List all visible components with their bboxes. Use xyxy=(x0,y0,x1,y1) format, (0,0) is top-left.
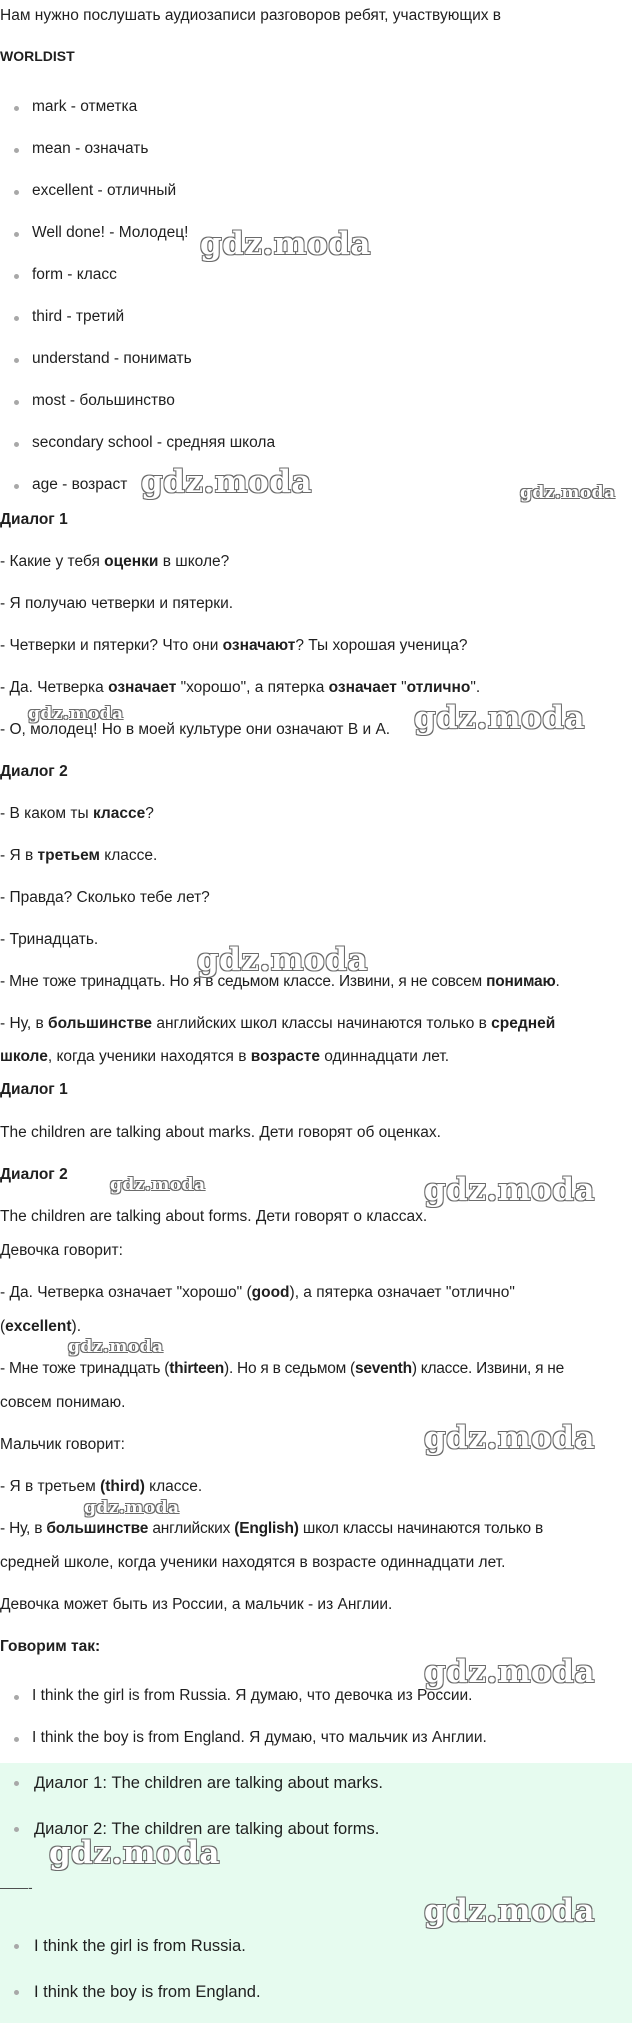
dialog2-line-2: - Я в третьем классе. xyxy=(0,847,158,864)
bullet-icon xyxy=(14,190,19,195)
bullet-icon xyxy=(14,484,19,489)
bullet-icon xyxy=(14,106,19,111)
watermark-logo: gdz.moda xyxy=(424,1893,595,1929)
dialog2-line-1: - В каком ты классе? xyxy=(0,805,154,822)
watermark-logo: gdz.moda xyxy=(110,1175,206,1195)
dialog2-line-5: - Мне тоже тринадцать. Но я в седьмом классе. Извини, я не совсем понимаю. xyxy=(0,973,560,990)
dialog1-line-4: - Да. Четверка означает "хорошо", а пятерка означает "отлично". xyxy=(0,679,481,696)
watermark-logo: gdz.moda xyxy=(28,704,124,724)
say-title: Говорим так: xyxy=(0,1638,101,1655)
bullet-icon xyxy=(14,316,19,321)
watermark-logo: gdz.moda xyxy=(424,1654,595,1690)
bullet-icon xyxy=(14,1827,19,1832)
girl-says-label: Девочка говорит: xyxy=(0,1242,123,1259)
bullet-icon xyxy=(14,1737,19,1742)
bullet-icon xyxy=(14,1781,19,1786)
dialog2-line-7: школе, когда ученики находятся в возрасте одиннадцати лет. xyxy=(0,1048,450,1065)
bullet-icon xyxy=(14,358,19,363)
watermark-logo: gdz.moda xyxy=(68,1337,164,1357)
dialog1-line-5: - О, молодец! Но в моей культуре они означают B и A. xyxy=(0,721,391,738)
watermark-logo: gdz.moda xyxy=(197,942,368,978)
intro-text: Нам нужно послушать аудиозаписи разговоров ребят, участвующих в xyxy=(0,7,502,24)
bullet-icon xyxy=(14,1944,19,1949)
bullet-icon xyxy=(14,1695,19,1700)
bullet-icon xyxy=(14,232,19,237)
summary2-text: The children are talking about forms. Дети говорят о классах. xyxy=(0,1208,428,1225)
bullet-icon xyxy=(14,442,19,447)
watermark-logo: gdz.moda xyxy=(414,700,585,736)
boy-line-2: - Ну, в большинстве английских (English) школ классы начинаются только в xyxy=(0,1520,544,1537)
bullet-icon xyxy=(14,148,19,153)
watermark-logo: gdz.moda xyxy=(84,1498,180,1518)
girl-line-1: - Да. Четверка означает "хорошо" (good), а пятерка означает "отлично" xyxy=(0,1284,515,1301)
dialog1-line-2: - Я получаю четверки и пятерки. xyxy=(0,595,234,612)
bullet-icon xyxy=(14,1990,19,1995)
worldist-heading: WORLDIST xyxy=(0,48,75,64)
dialog2-line-6: - Ну, в большинстве английских школ классы начинаются только в средней xyxy=(0,1015,556,1032)
bullet-icon xyxy=(14,274,19,279)
bullet-icon xyxy=(14,400,19,405)
separator: ——- xyxy=(0,1879,33,1895)
summary1-text: The children are talking about marks. Дети говорят об оценках. xyxy=(0,1124,441,1141)
summary1-title: Диалог 1 xyxy=(0,1081,68,1098)
dialog2-title: Диалог 2 xyxy=(0,763,68,780)
summary2-title: Диалог 2 xyxy=(0,1166,68,1183)
boy-line-1: - Я в третьем (third) классе. xyxy=(0,1478,203,1495)
dialog1-line-3: - Четверки и пятерки? Что они означают? Ты хорошая ученица? xyxy=(0,637,468,654)
watermark-logo: gdz.moda xyxy=(49,1835,220,1871)
girl-line-2: (excellent). xyxy=(0,1318,81,1335)
watermark-logo: gdz.moda xyxy=(200,226,371,262)
dialog2-line-3: - Правда? Сколько тебе лет? xyxy=(0,889,210,906)
dialog2-line-4: - Тринадцать. xyxy=(0,931,99,948)
watermark-logo: gdz.moda xyxy=(520,483,616,503)
girl-line-3: - Мне тоже тринадцать (thirteen). Но я в седьмом (seventh) классе. Извини, я не xyxy=(0,1360,564,1377)
watermark-logo: gdz.moda xyxy=(424,1420,595,1456)
conclusion-text: Девочка может быть из России, а мальчик - из Англии. xyxy=(0,1596,393,1613)
boy-says-label: Мальчик говорит: xyxy=(0,1436,125,1453)
dialog1-title: Диалог 1 xyxy=(0,511,68,528)
dialog1-line-1: - Какие у тебя оценки в школе? xyxy=(0,553,230,570)
boy-line-3: средней школе, когда ученики находятся в возрасте одиннадцати лет. xyxy=(0,1554,506,1571)
watermark-logo: gdz.moda xyxy=(141,464,312,500)
girl-line-4: совсем понимаю. xyxy=(0,1394,126,1411)
watermark-logo: gdz.moda xyxy=(424,1172,595,1208)
